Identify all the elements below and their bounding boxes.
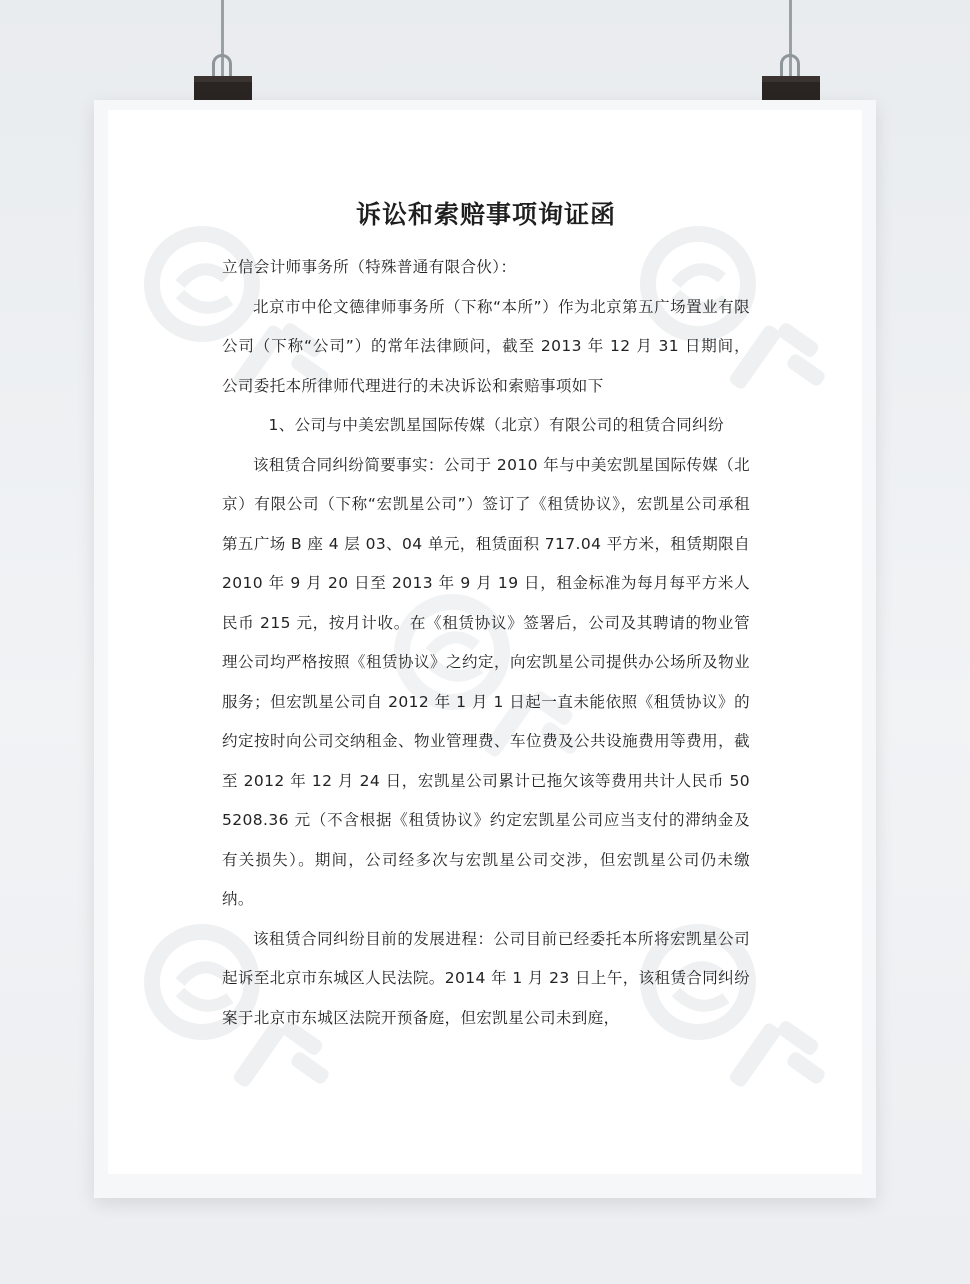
- document-title: 诉讼和索赔事项询证函: [355, 200, 616, 229]
- paragraph-progress: 该租赁合同纠纷目前的发展进程：公司目前已经委托本所将宏凯星公司起诉至北京市东城区人民法院。2014 年 1 月 23 日上午，该租赁合同纠纷案于北京市东城区法院开预备庭，但宏凯星公司未到庭，: [222, 929, 750, 1027]
- document-body: [222, 196, 750, 1038]
- paragraph-facts: 该租赁合同纠纷简要事实：公司于 2010 年与中美宏凯星国际传媒（北京）有限公司（下称“宏凯星公司”）签订了《租赁协议》，宏凯星公司承租第五广场 B 座 4 层 03、04 单元，租赁面积 717.04 平方米，租赁期限自 2010 年 9 月 20 日至 2013 年 9 月 19 日，租金标准为每月每平方米人民币 215 元，按月计收。在《租赁协议》签署后，公司及其聘请的物业管理公司均严格按照《租赁协议》之约定，向宏凯星公司提供办公场所及物业服务；但宏凯星公司自 2012 年 1 月 1 日起一直未能依照《租赁协议》的约定按时向公司交纳租金、物业管理费、车位费及公共设施费用等费用，截至 2012 年 12 月 24 日，宏凯星公司累计已拖欠该等费用共计人民币 505208.36 元（不含根据《租赁协议》约定宏凯星公司应当支付的滞纳金及有关损失）。期间，公司经多次与宏凯星公司交涉，但宏凯星公司仍未缴纳。: [222, 455, 750, 908]
- paragraph-item-heading: 1、公司与中美宏凯星国际传媒（北京）有限公司的租赁合同纠纷: [268, 416, 724, 434]
- salutation: 立信会计师事务所（特殊普通有限合伙）：: [222, 258, 517, 276]
- paragraph-intro: 北京市中伦文德律师事务所（下称“本所”）作为北京第五广场置业有限公司（下称“公司”）的常年法律顾问，截至 2013 年 12 月 31 日期间，公司委托本所律师代理进行的未决诉讼和索赔事项如下: [222, 297, 750, 395]
